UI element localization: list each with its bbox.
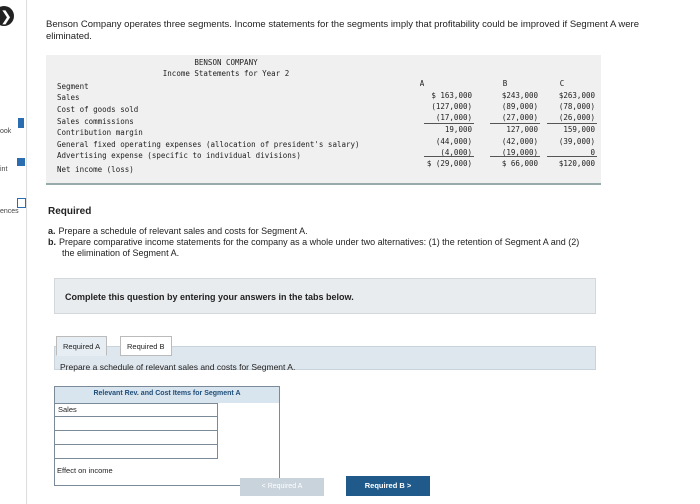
next-button[interactable]: Required B > — [346, 476, 430, 496]
cm-c: 159,000 — [563, 125, 595, 134]
row-advertising: Advertising expense (specific to individual divisions) — [57, 151, 301, 160]
tab-required-b[interactable]: Required B — [120, 336, 172, 356]
ni-b: $ 66,000 — [501, 159, 538, 168]
cogs-b: (89,000) — [501, 102, 538, 111]
tab-required-a[interactable]: Required A — [56, 336, 107, 356]
references-icon — [17, 198, 26, 208]
rule — [547, 156, 597, 157]
row-cogs: Cost of goods sold — [57, 105, 139, 114]
instructions-box: Complete this question by entering your answers in the tabs below. — [54, 278, 596, 314]
table-header: Relevant Rev. and Cost Items for Segment A — [55, 387, 279, 404]
cogs-c: (78,000) — [558, 102, 595, 111]
table-row[interactable] — [55, 431, 279, 445]
adv-a: (4,000) — [440, 148, 472, 157]
required-heading: Required — [48, 206, 92, 217]
required-a-text: Prepare a schedule of relevant sales and costs for Segment A. — [58, 226, 308, 236]
sidebar-item-label: ences — [0, 208, 19, 215]
adv-c: 0 — [590, 148, 595, 157]
row-net-income: Net income (loss) — [57, 165, 134, 174]
rule — [424, 123, 474, 124]
commissions-c: (26,000) — [558, 113, 595, 122]
sidebar-item-label: int — [0, 166, 8, 173]
required-b-text: Prepare comparative income statements for the company as a whole under two alternatives: (1) the retention of Segment A and (2) — [59, 237, 580, 247]
rule — [547, 123, 597, 124]
statement-title: Income Statements for Year 2 — [162, 69, 290, 78]
amount-input[interactable] — [217, 445, 279, 459]
commissions-a: (17,000) — [435, 113, 472, 122]
ni-c: $120,000 — [558, 159, 595, 168]
prev-button[interactable]: < Required A — [240, 478, 324, 496]
required-b-cont: the elimination of Segment A. — [62, 248, 180, 258]
sidebar-item-label: ook — [0, 128, 12, 135]
sidebar-item-references[interactable] — [0, 198, 26, 215]
table-row — [55, 403, 279, 417]
row-sales: Sales — [57, 93, 80, 102]
print-icon — [17, 158, 25, 166]
cm-a: 19,000 — [444, 125, 472, 134]
commissions-b: (27,000) — [501, 113, 538, 122]
gfoe-b: (42,000) — [501, 137, 538, 146]
required-a-letter: a. — [48, 226, 56, 236]
column-b: B — [502, 79, 508, 88]
row-contribution-margin: Contribution margin — [57, 128, 143, 137]
tab-instruction: Prepare a schedule of relevant sales and costs for Segment A. — [60, 362, 296, 372]
column-c: C — [559, 79, 565, 88]
book-icon — [18, 118, 24, 128]
ni-a: $ (29,000) — [426, 159, 472, 168]
sidebar-item-print[interactable] — [0, 158, 26, 173]
adv-b: (19,000) — [501, 148, 538, 157]
rule — [424, 156, 474, 157]
problem-intro: Benson Company operates three segments. Income statements for the segments imply that profitability could be improved if Segment A were eliminated. — [46, 19, 639, 42]
table-row[interactable] — [55, 417, 279, 431]
row-commissions: Sales commissions — [57, 117, 134, 126]
row-general-fixed: General fixed operating expenses (allocation of president's salary) — [57, 140, 360, 149]
gfoe-c: (39,000) — [558, 137, 595, 146]
cogs-a: (127,000) — [431, 102, 472, 111]
sidebar-item-ebook[interactable] — [0, 118, 26, 135]
column-a: A — [419, 79, 425, 88]
amount-input[interactable] — [217, 431, 279, 445]
sidebar — [0, 0, 27, 504]
rule — [490, 156, 540, 157]
back-icon[interactable]: ❯ — [0, 6, 14, 26]
amount-input[interactable] — [217, 417, 279, 431]
required-a — [48, 226, 648, 237]
table-row[interactable] — [55, 445, 279, 459]
cm-b: 127,000 — [506, 125, 538, 134]
segment-label: Segment — [57, 82, 89, 91]
required-b-letter: b. — [48, 237, 56, 247]
gfoe-a: (44,000) — [435, 137, 472, 146]
sales-a: $ 163,000 — [431, 91, 472, 100]
statement-company: BENSON COMPANY — [194, 58, 258, 67]
sales-c: $263,000 — [558, 91, 595, 100]
rule — [490, 123, 540, 124]
row-label: Sales — [58, 405, 77, 414]
sales-b: $243,000 — [501, 91, 538, 100]
income-statement — [46, 55, 601, 185]
amount-input[interactable] — [217, 403, 279, 417]
effect-on-income-label: Effect on income — [57, 466, 113, 475]
required-b — [48, 237, 648, 248]
